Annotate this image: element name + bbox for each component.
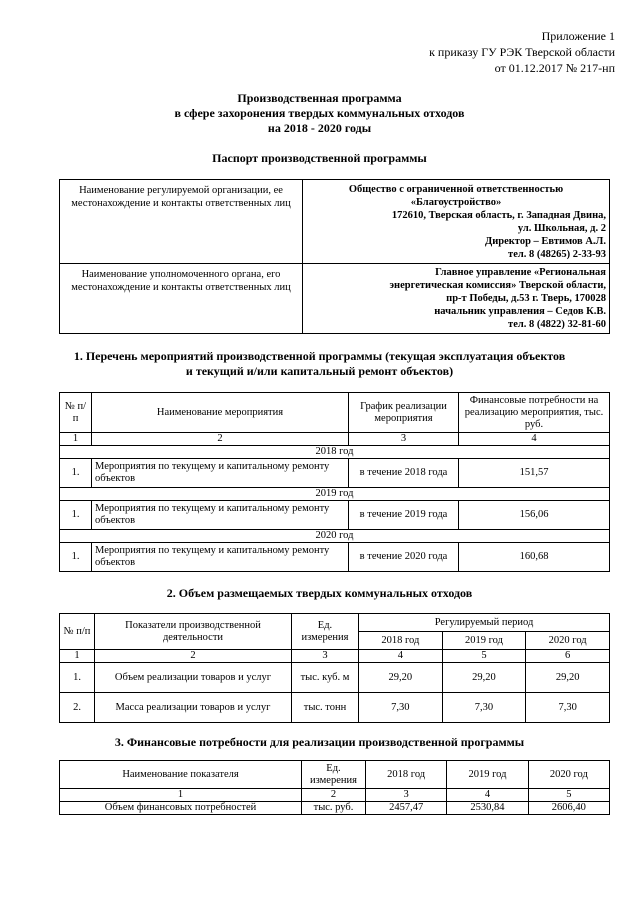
header-schedule: График реализации мероприятия xyxy=(349,393,459,433)
col-number: 6 xyxy=(526,650,610,663)
col-number: 3 xyxy=(349,433,459,446)
passport-label: Наименование уполномоченного органа, его местонахождение и контакты ответственных лиц xyxy=(60,264,303,334)
appendix-block xyxy=(429,28,615,76)
activity-name: Мероприятия по текущему и капитальному ремонту объектов xyxy=(92,501,349,530)
header-activity: Наименование мероприятия xyxy=(92,393,349,433)
year-label: 2019 год xyxy=(60,488,610,501)
column-number-row xyxy=(60,789,610,802)
col-number: 2 xyxy=(302,789,366,802)
passport-value-line: 172610, Тверская область, г. Западная Двина, xyxy=(391,209,606,221)
indicator-name: Объем реализации товаров и услуг xyxy=(95,663,292,693)
header-indicator: Показатели производственной деятельности xyxy=(95,614,292,650)
row-num: 1. xyxy=(60,663,95,693)
table-row xyxy=(60,693,610,723)
indicator-name: Масса реализации товаров и услуг xyxy=(95,693,292,723)
header-year: 2018 год xyxy=(366,761,447,789)
col-number: 3 xyxy=(292,650,359,663)
col-number: 4 xyxy=(459,433,610,446)
header-year: 2020 год xyxy=(528,761,609,789)
activity-schedule: в течение 2019 года xyxy=(349,501,459,530)
header-num: № п/п xyxy=(60,614,95,650)
indicator-value: 29,20 xyxy=(359,663,443,693)
financial-indicator-unit: тыс. руб. xyxy=(302,802,366,815)
header-year: 2019 год xyxy=(442,632,526,650)
activity-name: Мероприятия по текущему и капитальному ремонту объектов xyxy=(92,459,349,488)
table-row xyxy=(60,802,610,815)
header-period: Регулируемый период xyxy=(359,614,610,632)
passport-value-line: Главное управление «Региональная xyxy=(435,267,606,278)
indicator-unit: тыс. куб. м xyxy=(292,663,359,693)
table-header-row xyxy=(60,393,610,433)
appendix-line-3: от 01.12.2017 № 217-нп xyxy=(494,61,615,75)
financial-needs-table xyxy=(59,760,610,815)
passport-value-line: тел. 8 (48265) 2-33-93 xyxy=(508,248,606,260)
column-number-row xyxy=(60,433,610,446)
activity-name: Мероприятия по текущему и капитальному ремонту объектов xyxy=(92,543,349,572)
activity-amount: 151,57 xyxy=(459,459,610,488)
header-unit: Ед. измерения xyxy=(292,614,359,650)
passport-value xyxy=(303,180,610,264)
header-num: № п/п xyxy=(60,393,92,433)
financial-value: 2606,40 xyxy=(528,802,609,815)
col-number: 3 xyxy=(366,789,447,802)
row-num: 1. xyxy=(60,543,92,572)
section2-heading: 2. Объем размещаемых твердых коммунальных отходов xyxy=(166,586,473,600)
financial-value: 2457,47 xyxy=(366,802,447,815)
table-row xyxy=(60,543,610,572)
title-line-3: на 2018 - 2020 годы xyxy=(267,121,372,135)
col-number: 4 xyxy=(447,789,528,802)
header-unit: Ед. измерения xyxy=(302,761,366,789)
col-number: 1 xyxy=(60,650,95,663)
passport-value-line: Директор – Евтимов А.Л. xyxy=(484,235,606,247)
header-year: 2020 год xyxy=(526,632,610,650)
title-line-2: в сфере захоронения твердых коммунальных отходов xyxy=(174,106,465,120)
appendix-line-1: Приложение 1 xyxy=(541,29,615,43)
indicator-value: 7,30 xyxy=(442,693,526,723)
passport-row xyxy=(60,180,610,264)
activity-schedule: в течение 2018 года xyxy=(349,459,459,488)
indicator-value: 7,30 xyxy=(359,693,443,723)
year-row xyxy=(60,446,610,459)
col-number: 2 xyxy=(95,650,292,663)
title-line-1: Производственная программа xyxy=(237,91,402,105)
col-number: 5 xyxy=(442,650,526,663)
year-row xyxy=(60,488,610,501)
col-number: 1 xyxy=(60,789,302,802)
col-number: 5 xyxy=(528,789,609,802)
passport-value-line: Общество с ограниченной ответственностью xyxy=(348,183,564,195)
section1-heading-line-2: и текущий и/или капитальный ремонт объектов) xyxy=(185,364,454,378)
table-header-row xyxy=(60,614,610,632)
col-number: 2 xyxy=(92,433,349,446)
passport-value-line: пр-т Победы, д.53 г. Тверь, 170028 xyxy=(446,293,606,304)
passport-row xyxy=(60,264,610,334)
activity-amount: 160,68 xyxy=(459,543,610,572)
activity-amount: 156,06 xyxy=(459,501,610,530)
passport-value xyxy=(303,264,610,334)
indicator-value: 7,30 xyxy=(526,693,610,723)
appendix-line-2: к приказу ГУ РЭК Тверской области xyxy=(429,45,615,59)
section1-heading-line-1: 1. Перечень мероприятий производственной программы (текущая эксплуатация объектов xyxy=(73,349,566,363)
table-row xyxy=(60,501,610,530)
financial-value: 2530,84 xyxy=(447,802,528,815)
financial-indicator-name: Объем финансовых потребностей xyxy=(60,802,302,815)
table-header-row xyxy=(60,761,610,789)
row-num: 1. xyxy=(60,501,92,530)
passport-value-line: тел. 8 (4822) 32-81-60 xyxy=(508,319,606,330)
activities-table xyxy=(59,392,610,572)
column-number-row xyxy=(60,650,610,663)
passport-table xyxy=(59,179,610,334)
passport-heading: Паспорт производственной программы xyxy=(212,151,427,165)
waste-volume-table xyxy=(59,613,610,723)
passport-label: Наименование регулируемой организации, ее местонахождение и контакты ответственных лиц xyxy=(60,180,303,264)
row-num: 2. xyxy=(60,693,95,723)
header-amount: Финансовые потребности на реализацию мероприятия, тыс. руб. xyxy=(459,393,610,433)
col-number: 4 xyxy=(359,650,443,663)
indicator-value: 29,20 xyxy=(526,663,610,693)
indicator-unit: тыс. тонн xyxy=(292,693,359,723)
activity-schedule: в течение 2020 года xyxy=(349,543,459,572)
year-label: 2018 год xyxy=(60,446,610,459)
passport-value-line: ул. Школьная, д. 2 xyxy=(517,222,606,234)
header-year: 2018 год xyxy=(359,632,443,650)
header-indicator: Наименование показателя xyxy=(60,761,302,789)
year-label: 2020 год xyxy=(60,530,610,543)
passport-value-line: энергетическая комиссия» Тверской области, xyxy=(389,280,606,291)
col-number: 1 xyxy=(60,433,92,446)
section3-heading: 3. Финансовые потребности для реализации производственной программы xyxy=(114,735,525,749)
section1-heading xyxy=(0,349,639,379)
passport-value-line: начальник управления – Седов К.В. xyxy=(434,306,606,317)
header-year: 2019 год xyxy=(447,761,528,789)
document-title xyxy=(0,91,639,136)
indicator-value: 29,20 xyxy=(442,663,526,693)
passport-value-line: «Благоустройство» xyxy=(410,196,502,208)
table-row xyxy=(60,663,610,693)
table-row xyxy=(60,459,610,488)
row-num: 1. xyxy=(60,459,92,488)
year-row xyxy=(60,530,610,543)
